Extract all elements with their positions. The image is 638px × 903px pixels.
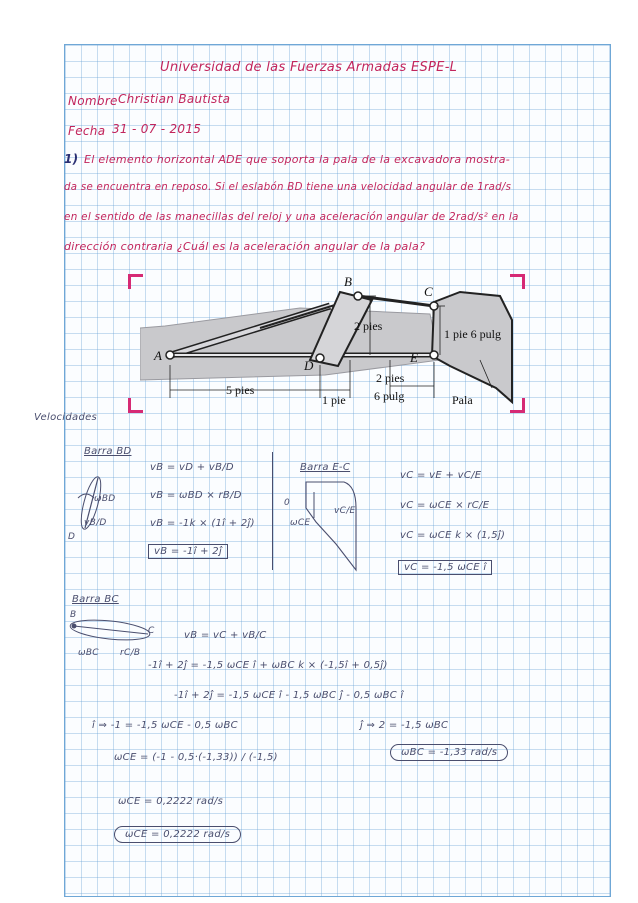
- university-title: Universidad de las Fuerzas Armadas ESPE-L: [160, 60, 458, 75]
- barra-bd-eq-2: vB = ωBD × rB/D: [150, 490, 242, 501]
- dim-2pies-bottom: 2 pies: [376, 371, 405, 385]
- date-label: Fecha: [68, 124, 106, 138]
- barra-bd-result: vB = -1î + 2ĵ: [148, 544, 228, 559]
- barra-ec-eq-1: vC = vE + vC/E: [400, 470, 482, 481]
- barra-ec-title: Barra E-C: [300, 462, 351, 473]
- dim-1pie-6pulg: 1 pie 6 pulg: [444, 327, 501, 341]
- excavator-figure: [140, 270, 530, 420]
- name-label: Nombre: [68, 94, 118, 108]
- label-e: E: [410, 350, 418, 365]
- barra-bc-wbc-result: ωBC = -1,33 rad/s: [390, 744, 508, 761]
- barra-bd-eq-1: vB = vD + vB/D: [150, 462, 234, 473]
- barra-ec-result: vC = -1,5 ωCE î: [398, 560, 492, 575]
- name-value: Christian Bautista: [118, 92, 231, 106]
- pin-e: [430, 351, 438, 359]
- label-c: C: [424, 284, 433, 299]
- barra-bc-wce-expr: ωCE = (-1 - 0,5·(-1,33)) / (-1,5): [114, 752, 278, 763]
- barra-bc-j-eq: ĵ ⇒ 2 = -1,5 ωBC: [360, 720, 449, 731]
- date-value: 31 - 07 - 2015: [112, 122, 202, 136]
- barra-ec-wce: ωCE: [290, 518, 311, 528]
- pin-a: [166, 351, 174, 359]
- pin-b: [354, 292, 362, 300]
- barra-bd-omega: ωBD: [94, 494, 116, 504]
- problem-line-1: El elemento horizontal ADE que soporta la pala de la excavadora mostra-: [84, 153, 511, 166]
- barra-bc-b: B: [70, 610, 77, 620]
- barra-ec-sketch: [300, 478, 384, 574]
- barra-bc-i-eq: î ⇒ -1 = -1,5 ωCE - 0,5 ωBC: [92, 720, 238, 731]
- label-pala: Pala: [452, 393, 473, 407]
- barra-bc-c: C: [148, 626, 155, 636]
- barra-bd-vbd: vB/D: [84, 518, 107, 528]
- dim-6pulg: 6 pulg: [374, 389, 405, 403]
- barra-bc-rbc: rC/B: [120, 648, 141, 658]
- dim-5pies: 5 pies: [226, 383, 255, 397]
- barra-bc-wce-result: ωCE = 0,2222 rad/s: [114, 826, 241, 843]
- pin-d: [316, 354, 324, 362]
- dim-2pies-top: 2 pies: [354, 319, 383, 333]
- barra-bc-eq-3: -1î + 2ĵ = -1,5 ωCE î - 1,5 ωBC ĵ - 0,5 ωBC î: [174, 690, 404, 701]
- barra-bc-title: Barra BC: [72, 594, 119, 605]
- dim-1pie: 1 pie: [322, 393, 346, 407]
- barra-ec-eq-3: vC = ωCE k × (1,5ĵ): [400, 530, 506, 541]
- problem-line-3: en el sentido de las manecillas del reloj y una aceleración angular de 2rad/s² en la: [64, 211, 519, 223]
- barra-bc-eq-1: vB = vC + vB/C: [184, 630, 267, 641]
- section-velocidades: Velocidades: [34, 412, 98, 423]
- shovel-bucket: [432, 292, 512, 402]
- barra-ec-eq-2: vC = ωCE × rC/E: [400, 500, 490, 511]
- barra-bc-wce-value: ωCE = 0,2222 rad/s: [118, 796, 224, 807]
- barra-bc-wbc: ωBC: [78, 648, 99, 658]
- label-a: A: [154, 348, 162, 363]
- barra-bc-eq-2: -1î + 2ĵ = -1,5 ωCE î + ωBC k × (-1,5î + 0,5ĵ): [148, 660, 388, 671]
- vertical-divider: [272, 452, 273, 570]
- barra-bc-sketch: [66, 608, 158, 652]
- barra-ec-zero: 0: [284, 498, 291, 508]
- label-b: B: [344, 274, 352, 289]
- problem-number: 1): [64, 152, 79, 166]
- barra-ec-vce: vC/E: [334, 506, 356, 516]
- barra-bd-d: D: [68, 532, 76, 542]
- barra-bd-eq-3: vB = -1k × (1î + 2ĵ): [150, 518, 255, 529]
- problem-line-4: dirección contraria ¿Cuál es la aceleración angular de la pala?: [64, 240, 426, 253]
- problem-line-2: da se encuentra en reposo. Si el eslabón BD tiene una velocidad angular de 1rad/s: [64, 182, 512, 193]
- barra-bd-title: Barra BD: [84, 446, 132, 457]
- label-d: D: [304, 358, 314, 373]
